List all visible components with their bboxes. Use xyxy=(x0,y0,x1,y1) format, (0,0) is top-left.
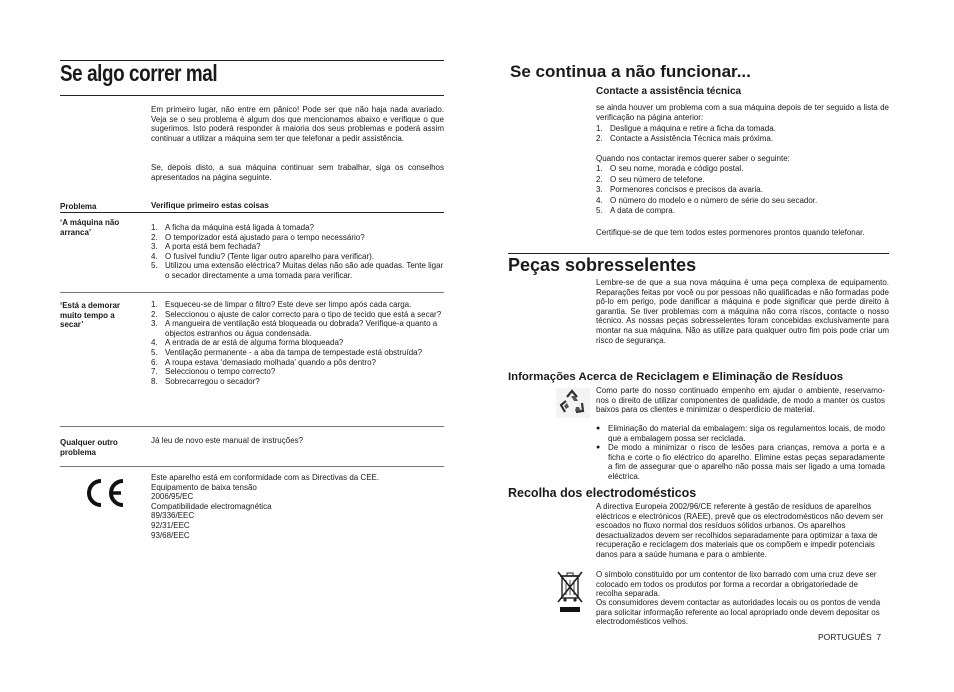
intro-paragraph-1: Em primeiro lugar, não entre em pânico! Pode ser que não haja nada avariado. Veja se o seu problema é algum dos que mencionamos abaixo e verifique o que sugerimos. Isto poderá responder à maioria dos seus problemas e poderá assim continuar a utilizar a máquina sem ter que telefonar a pedir assistência. xyxy=(151,105,444,143)
list-item: 8. Sobrecarregou o secador? xyxy=(151,376,260,386)
list-item: 2. O seu número de telefone. xyxy=(596,174,705,184)
conformity-line: 93/68/EEC xyxy=(151,530,190,540)
list-item: 2. O temporizador está ajustado para o tempo necessário? xyxy=(151,232,365,242)
weee-symbol-paragraph: O símbolo constituído por um contentor de lixo barrado com uma cruz deve ser colocado em todos os produtos por forma a recordar a obrigatoriedade de recolha separada. xyxy=(596,570,877,599)
contact-note: Certifique-se de que tem todos estes pormenores prontos quando telefonar. xyxy=(596,228,865,237)
page-footer: PORTUGUÊS 7 xyxy=(818,632,882,642)
parts-rule xyxy=(508,253,889,254)
contact-info-list xyxy=(596,164,889,217)
list-item: 2. Contacte a Assistência Técnica mais próxima. xyxy=(596,133,774,143)
weee-heading: Recolha dos electrodomésticos xyxy=(508,486,697,500)
problem-label-3: Qualquer outro problema xyxy=(60,438,118,457)
table-row-rule-3 xyxy=(60,466,444,467)
recycle-icon xyxy=(556,388,590,418)
problem-2-checklist xyxy=(151,300,444,386)
parts-heading: Peças sobresselentes xyxy=(508,255,697,275)
title-rule-left xyxy=(60,95,444,96)
table-header-rule xyxy=(60,212,444,213)
list-item: 5. A data de compra. xyxy=(596,206,675,216)
list-item: 2. Seleccionou o ajuste de calor correcto para o tipo de tecido que está a secar? xyxy=(151,309,442,319)
page-title-left: Se algo correr mal xyxy=(60,60,218,86)
problem-label-1: ‘A máquina não arranca’ xyxy=(60,218,120,237)
list-item: 1. A ficha da máquina está ligada à tomada? xyxy=(151,223,314,232)
problem-1-checklist xyxy=(151,223,444,281)
conformity-line: Equipamento de baixa tensão xyxy=(151,482,257,492)
parts-paragraph: Lembre-se de que a sua nova máquina é uma peça complexa de equipamento. Reparações feitas por você ou por pessoas não qualificadas e não formadas pode pô-lo em perigo, pode danificar a máquina e pode significar que perde direito à garantia. Se tiver problemas com a máquina não corra riscos, contacte o nosso técnico. As nossas peças sobresselentes foram concebidas exclusivamente para montar na sua máquina. Não as utilize para qualquer outro fim pois pode criar um risco de segurança. xyxy=(596,278,889,345)
list-item: 5. Ventilação permanente - a aba da tampa de tempestade está obstruída? xyxy=(151,347,423,357)
list-item: 1. Desligue a máquina e retire a ficha da tomada. xyxy=(596,124,776,133)
list-item: 4. A entrada de ar está de alguma forma bloqueada? xyxy=(151,338,344,348)
conformity-line: Compatibilidade electromagnética xyxy=(151,501,272,511)
conformity-line: 2006/95/EC xyxy=(151,492,194,502)
contact-info-intro: Quando nos contactar iremos querer saber o seguinte: xyxy=(596,154,790,163)
list-item: 7. Seleccionou o tempo correcto? xyxy=(151,367,276,377)
list-item: 5. Utilizou uma extensão eléctrica? Muitas delas não são ade quadas. Tente ligar o secador directamente a uma tomada para verificar. xyxy=(151,261,444,280)
contact-heading: Contacte a assistência técnica xyxy=(596,86,742,97)
list-item: 3. Pormenores concisos e precisos da avaria. xyxy=(596,185,763,195)
table-row-rule-2 xyxy=(60,426,444,427)
list-item: 4. O fusível fundiu? (Tente ligar outro aparelho para verificar). xyxy=(151,251,374,261)
conformity-block xyxy=(151,473,444,540)
recycling-paragraph: Como parte do nosso continuado empenho em ajudar o ambiente, reservamo-nos o direito de utilizar componentes de qualidade, de modo a manter os custos baixos para os clientes e minimizar o desperdício de material. xyxy=(596,386,885,415)
conformity-line: 92/31/EEC xyxy=(151,520,190,530)
recycling-bullets xyxy=(596,424,885,482)
list-item: 3. A porta está bem fechada? xyxy=(151,242,261,252)
conformity-line: 89/336/EEC xyxy=(151,511,195,521)
intro-paragraph-2: Se, depois disto, a sua máquina continuar sem trabalhar, siga os conselhos apresentados na página seguinte. xyxy=(151,163,444,182)
contact-steps xyxy=(596,124,889,143)
list-item: 1. O seu nome, morada e código postal. xyxy=(596,164,744,173)
list-item: 4. O número do modelo e o número de série do seu secador. xyxy=(596,195,818,205)
recycling-heading: Informações Acerca de Reciclagem e Eliminação de Resíduos xyxy=(508,371,844,383)
page-title-right: Se continua a não funcionar... xyxy=(510,62,751,81)
list-item: 3. A mangueira de ventilação está bloqueada ou dobrada? Verifique-a quanto a objectos estranhos ou água condensada. xyxy=(151,319,438,338)
crossed-bin-icon xyxy=(557,570,583,614)
list-item: 6. A roupa estava ‘demasiado molhada’ quando a pôs dentro? xyxy=(151,357,376,367)
list-item: ● De modo a minimizar o risco de lesões para crianças, remova a porta e a ficha e corte o fio eléctrico do aparelho. Elimine estas peças separadamente a fim de assegurar que o aparelho não possa mais ser ligado a uma tomada eléctrica. xyxy=(596,443,885,481)
weee-paragraph: A directiva Europeia 2002/96/CE referente à gestão de resíduos de aparelhos eléctricos e electrónicos (RAEE), prevê que os electrodomésticos não devem ser escoados no fluxo normal dos resíduos sólidos urbanos. Os aparelhos desactualizados devem ser recolhidos separadamente para optimizar a taxa de recuperação e reciclagem dos materiais que os compõem e impedir potenciais danos para a saúde humana e para o ambiente. xyxy=(596,502,884,559)
problem-label-2: ‘Está a demorar muito tempo a secar’ xyxy=(60,301,121,330)
conformity-line: Este aparelho está em conformidade com as Directivas da CEE. xyxy=(151,473,380,482)
column-header-check: Verifique primeiro estas coisas xyxy=(151,201,269,210)
ce-mark-icon xyxy=(82,477,126,509)
problem-3-text: Já leu de novo este manual de instruções? xyxy=(151,436,304,445)
column-header-problem: Problema xyxy=(60,202,97,211)
contact-intro: se ainda houver um problema com a sua máquina depois de ter seguido a lista de verificação na página anterior: xyxy=(596,103,889,122)
table-row-rule-1 xyxy=(60,292,444,293)
weee-consumer-paragraph: Os consumidores devem contactar as autoridades locais ou os pontos de venda para solicitar informação referente ao local apropriado onde devem depositar os electrodomésticos velhos. xyxy=(596,598,881,627)
list-item: ● Eliminação do material da embalagem: siga os regulamentos locais, de modo que a embalagem possa ser reciclada. xyxy=(596,424,885,443)
list-item: 1. Esqueceu-se de limpar o filtro? Este deve ser limpo após cada carga. xyxy=(151,300,412,309)
